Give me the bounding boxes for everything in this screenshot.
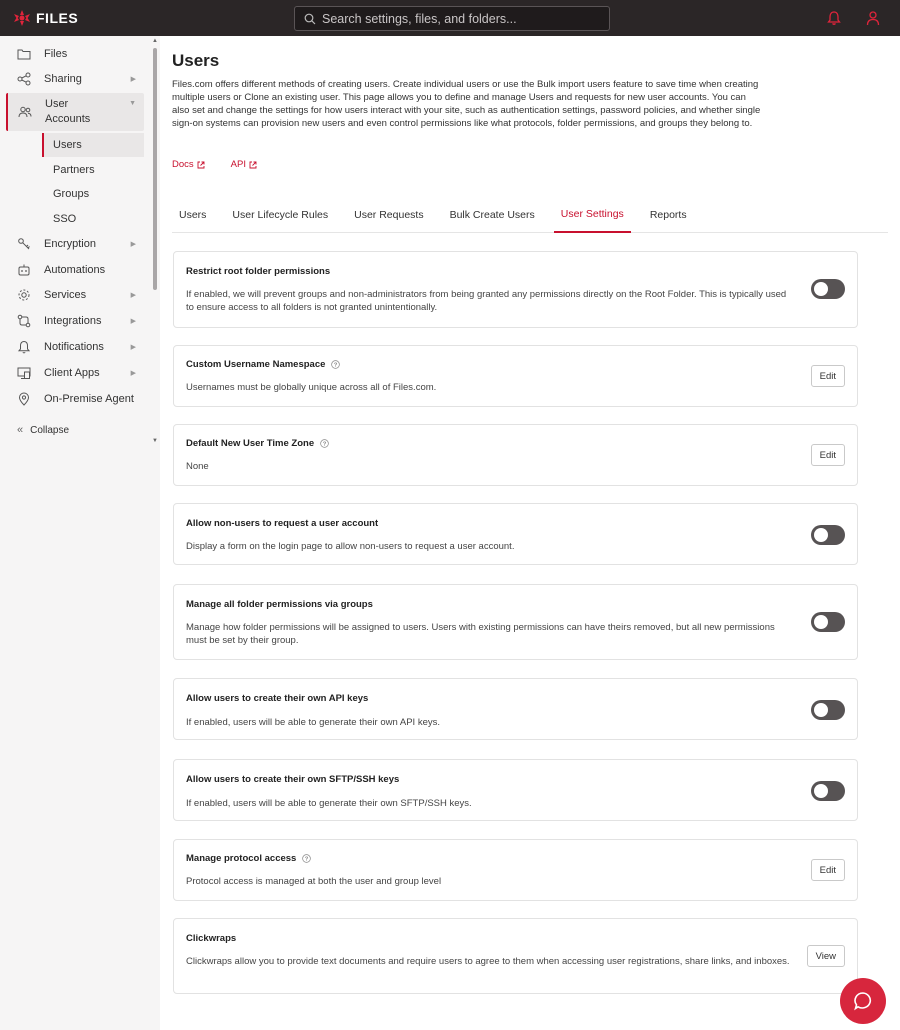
- sidebar-item-label: Encryption: [44, 238, 96, 250]
- share-icon: [17, 72, 31, 86]
- top-bar: [0, 0, 900, 36]
- external-link-icon: [197, 161, 205, 169]
- setting-description: Manage how folder permissions will be assigned to users. Users with existing permissions can have theirs removed, but all new permissions must be set by their group.: [186, 622, 775, 647]
- tab-user-lifecycle-rules[interactable]: User Lifecycle Rules: [232, 208, 329, 221]
- setting-title: Default New User Time Zone: [186, 438, 315, 449]
- api-link-label: API: [230, 159, 246, 170]
- notifications-bell-icon[interactable]: [826, 10, 842, 26]
- edit-time-zone-button[interactable]: Edit: [811, 444, 845, 466]
- setting-card-default-time-zone: [173, 424, 858, 486]
- scroll-up-arrow-icon[interactable]: ▲: [152, 38, 158, 44]
- collapse-button[interactable]: [17, 424, 69, 436]
- tab-user-settings[interactable]: User Settings: [554, 196, 631, 233]
- tab-users[interactable]: Users: [179, 208, 207, 221]
- tab-reports[interactable]: Reports: [649, 208, 687, 221]
- docs-link[interactable]: [172, 159, 205, 170]
- view-clickwraps-button[interactable]: View: [807, 945, 845, 967]
- setting-description: If enabled, users will be able to generate their own SFTP/SSH keys.: [186, 798, 472, 809]
- setting-title: Custom Username Namespace: [186, 359, 326, 370]
- edit-username-namespace-button[interactable]: Edit: [811, 365, 845, 387]
- integrations-icon: [17, 314, 31, 328]
- help-circle-icon[interactable]: [320, 439, 329, 448]
- search-input[interactable]: [322, 7, 602, 30]
- tab-user-requests[interactable]: User Requests: [354, 208, 424, 221]
- chevron-right-icon: ▶: [130, 292, 136, 299]
- setting-title: Clickwraps: [186, 933, 237, 944]
- desktop-icon: [17, 366, 31, 380]
- setting-description: Protocol access is managed at both the user and group level: [186, 876, 442, 887]
- collapse-label: Collapse: [30, 424, 70, 436]
- sidebar-item-label: Sharing: [44, 73, 82, 85]
- sidebar-subitem-label: SSO: [53, 213, 77, 225]
- files-logo-icon: [12, 9, 32, 27]
- user-api-keys-toggle[interactable]: [811, 700, 845, 720]
- sidebar-item-on-premise-agent[interactable]: [8, 390, 144, 408]
- help-circle-icon[interactable]: [302, 854, 311, 863]
- setting-title: Allow non-users to request a user account: [186, 518, 379, 529]
- setting-card-protocol-access: [173, 839, 858, 901]
- setting-title: Restrict root folder permissions: [186, 266, 331, 277]
- sidebar-item-services[interactable]: [8, 286, 144, 304]
- setting-card-folder-permissions-via-groups: [173, 584, 858, 660]
- sidebar-item-label: Files: [44, 48, 68, 60]
- chevron-right-icon: ▶: [130, 76, 136, 83]
- sidebar-subitem-label: Partners: [53, 164, 95, 176]
- svg-text:?: ?: [305, 856, 309, 863]
- sidebar-item-integrations[interactable]: [8, 312, 144, 330]
- sidebar-item-label: Notifications: [44, 341, 104, 353]
- search-icon: [304, 13, 316, 25]
- sidebar-item-label: Automations: [44, 264, 106, 276]
- setting-description: If enabled, we will prevent groups and non-administrators from being granted any permissions directly on the Root Folder. This is typically used to ensure access to all folders is not granted unintentionally.: [186, 289, 787, 314]
- setting-title: Manage all folder permissions via groups: [186, 599, 373, 610]
- sidebar: [0, 36, 160, 1030]
- sidebar-subitem-groups[interactable]: [42, 182, 144, 206]
- chevron-right-icon: ▶: [130, 370, 136, 377]
- sidebar-item-label: On-Premise Agent: [44, 393, 134, 405]
- setting-title-row: [186, 359, 340, 370]
- page-title: Users: [172, 51, 220, 70]
- setting-description: Clickwraps allow you to provide text documents and require users to agree to them when accessing user registrations, share links, and inboxes.: [186, 956, 790, 967]
- setting-title-row: [186, 853, 311, 864]
- sidebar-subitem-partners[interactable]: [42, 158, 144, 182]
- sidebar-item-label: Integrations: [44, 315, 102, 327]
- setting-description: Display a form on the login page to allow non-users to request a user account.: [186, 541, 515, 552]
- allow-non-user-requests-toggle[interactable]: [811, 525, 845, 545]
- setting-title: Allow users to create their own API keys: [186, 693, 369, 704]
- bell-icon: [17, 340, 31, 354]
- sidebar-subitem-sso[interactable]: [42, 207, 144, 231]
- folder-permissions-via-groups-toggle[interactable]: [811, 612, 845, 632]
- help-circle-icon[interactable]: [331, 360, 340, 369]
- svg-text:?: ?: [334, 362, 338, 369]
- logo-text: FILES: [36, 10, 79, 26]
- setting-card-user-api-keys: [173, 678, 858, 740]
- sidebar-item-user-accounts[interactable]: [6, 93, 144, 131]
- sidebar-item-client-apps[interactable]: [8, 364, 144, 382]
- chevron-down-icon: ▼: [129, 100, 136, 107]
- sidebar-scrollbar-thumb[interactable]: [153, 48, 157, 290]
- docs-link-label: Docs: [172, 159, 194, 170]
- setting-title-row: [186, 438, 329, 449]
- sidebar-item-automations[interactable]: [8, 261, 144, 279]
- encryption-icon: [17, 237, 31, 251]
- tab-bar: [172, 196, 888, 233]
- support-chat-button[interactable]: [840, 978, 886, 1024]
- user-sftp-keys-toggle[interactable]: [811, 781, 845, 801]
- folder-icon: [17, 47, 31, 61]
- scroll-down-arrow-icon[interactable]: ▼: [152, 438, 158, 444]
- setting-description: Usernames must be globally unique across all of Files.com.: [186, 382, 437, 393]
- setting-title: Allow users to create their own SFTP/SSH keys: [186, 774, 400, 785]
- search-box[interactable]: [294, 6, 610, 31]
- sidebar-subitem-users[interactable]: [42, 133, 144, 157]
- sidebar-item-notifications[interactable]: [8, 338, 144, 356]
- sidebar-item-encryption[interactable]: [8, 235, 144, 253]
- tab-bulk-create-users[interactable]: Bulk Create Users: [449, 208, 535, 221]
- chevron-right-icon: ▶: [130, 241, 136, 248]
- setting-title: Manage protocol access: [186, 853, 297, 864]
- sidebar-item-label: Services: [44, 289, 87, 301]
- edit-protocol-access-button[interactable]: Edit: [811, 859, 845, 881]
- setting-card-restrict-root-folder: [173, 251, 858, 328]
- user-profile-icon[interactable]: [865, 10, 881, 26]
- doc-links: [172, 159, 257, 170]
- sidebar-item-label: User Accounts: [45, 98, 91, 125]
- restrict-root-folder-toggle[interactable]: [811, 279, 845, 299]
- double-chevron-left-icon: «: [17, 424, 24, 436]
- sidebar-item-label: Client Apps: [44, 367, 100, 379]
- location-pin-icon: [17, 392, 31, 406]
- setting-card-allow-non-user-requests: [173, 503, 858, 565]
- external-link-icon: [249, 161, 257, 169]
- setting-description: If enabled, users will be able to generate their own API keys.: [186, 717, 441, 728]
- robot-icon: [17, 263, 31, 277]
- chat-bubble-icon: [853, 991, 873, 1011]
- svg-text:?: ?: [322, 441, 327, 448]
- api-link[interactable]: [231, 159, 257, 170]
- files-logo[interactable]: [12, 9, 78, 27]
- setting-description: None: [186, 461, 209, 472]
- sidebar-item-sharing[interactable]: [8, 70, 144, 88]
- sidebar-subitem-label: Groups: [53, 188, 90, 200]
- gear-icon: [17, 288, 31, 302]
- setting-card-user-sftp-keys: [173, 759, 858, 821]
- chevron-right-icon: ▶: [130, 344, 136, 351]
- sidebar-subitem-label: Users: [53, 139, 82, 151]
- chevron-right-icon: ▶: [130, 318, 136, 325]
- setting-card-clickwraps: [173, 918, 858, 994]
- setting-card-custom-username-namespace: [173, 345, 858, 407]
- users-icon: [18, 105, 32, 119]
- sidebar-item-files[interactable]: [8, 45, 144, 63]
- page-intro: Files.com offers different methods of creating users. Create individual users or use the Bulk import users feature to save time when creating multiple users or Clone an existing user. This page allows you to define and manage Users and requests for new user accounts. You can also set and change the settings for how users interact with your site, such as authentication settings, password policies, and whether single sign-on systems can provision new users and even control permissions like what protocols, folder permissions, and groups they belong to.: [172, 79, 761, 130]
